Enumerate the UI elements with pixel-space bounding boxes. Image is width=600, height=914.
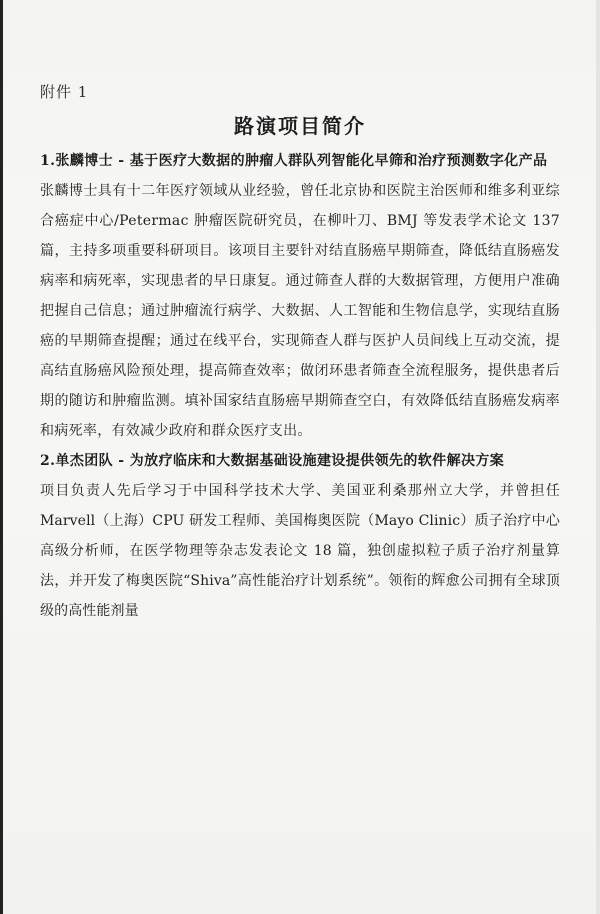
annex-label: 附件 1 bbox=[40, 83, 89, 101]
project-2-body: 项目负责人先后学习于中国科学技术大学、美国亚利桑那州立大学，并曾担任 Marvell（上海）CPU 研发工程师、美国梅奥医院（Mayo Clinic）质子治疗中心高级分析师，在医学物理等杂志发表论文 18 篇，独创虚拟粒子质子治疗剂量算法，并开发了梅奥医院“Shiva”高性能治疗计划系统”。领衔的辉愈公司拥有全球顶级的高性能剂量 bbox=[40, 483, 560, 619]
scan-right-edge bbox=[596, 0, 600, 914]
project-1-heading: 1.张麟博士 - 基于医疗大数据的肿瘤人群队列智能化早筛和治疗预测数字化产品 bbox=[40, 153, 548, 169]
scan-left-edge bbox=[0, 0, 3, 914]
project-1-body: 张麟博士具有十二年医疗领域从业经验，曾任北京协和医院主治医师和维多利亚综合癌症中心/Petermac 肿瘤医院研究员，在柳叶刀、BMJ 等发表学术论文 137 篇，主持多项重要科研项目。该项目主要针对结直肠癌早期筛查，降低结直肠癌发病率和病死率，实现患者的早日康复。通过筛查人群的大数据管理，方便用户准确把握自己信息；通过肿瘤流行病学、大数据、人工智能和生物信息学，实现结直肠癌的早期筛查提醒；通过在线平台，实现筛查人群与医护人员间线上互动交流，提高结直肠癌风险预处理，提高筛查效率；做闭环患者筛查全流程服务，提供患者后期的随访和肿瘤监测。填补国家结直肠癌早期筛查空白，有效降低结直肠癌发病率和病死率，有效减少政府和群众医疗支出。 bbox=[40, 183, 560, 439]
document-content bbox=[40, 80, 560, 626]
project-2-heading: 2.单杰团队 - 为放疗临床和大数据基础设施建设提供领先的软件解决方案 bbox=[40, 453, 505, 469]
page-title: 路演项目简介 bbox=[234, 114, 366, 138]
